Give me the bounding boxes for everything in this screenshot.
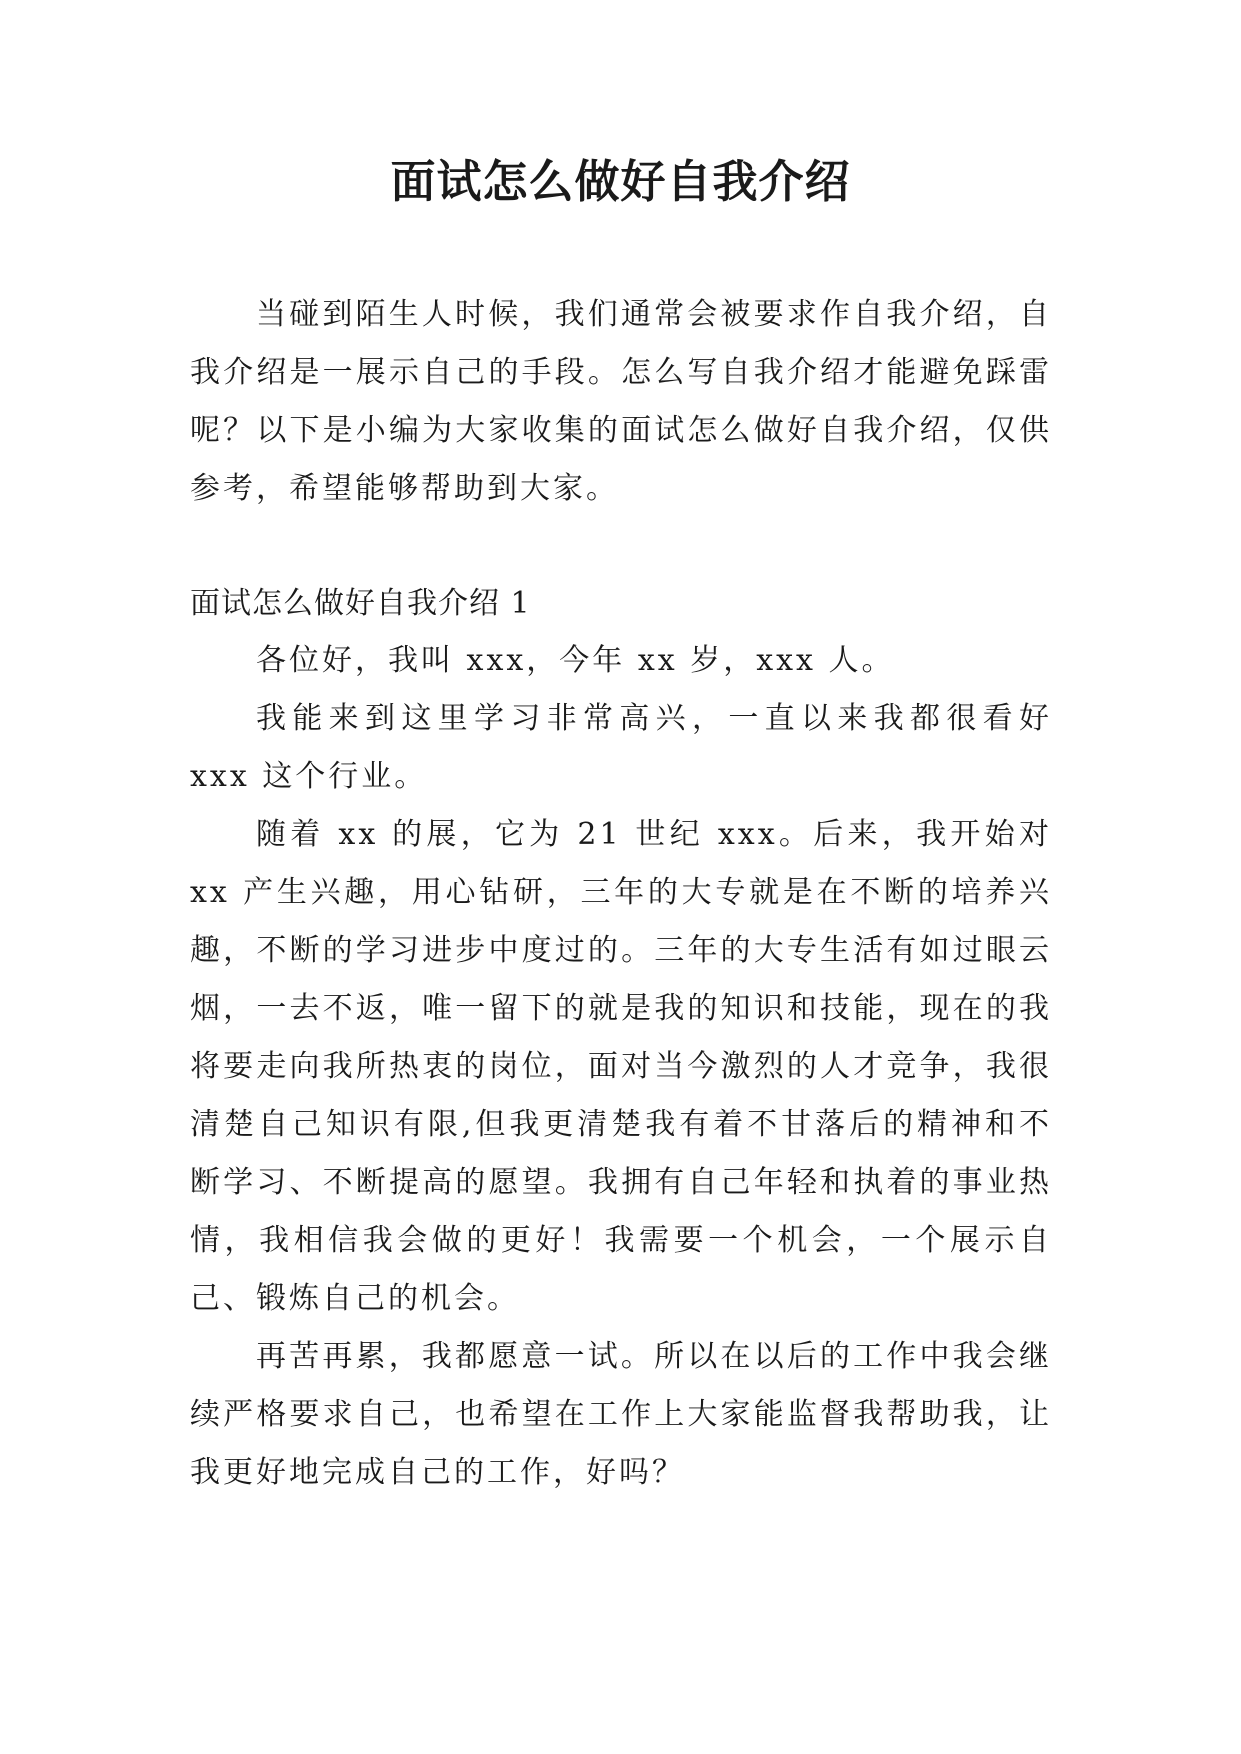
body-paragraph: 随着 xx 的展，它为 21 世纪 xxx。后来，我开始对 xx 产生兴趣，用心钻研，三年的大专就是在不断的培养兴趣，不断的学习进步中度过的。三年的大专生活有如过眼云烟，一去不返，唯一留下的就是我的知识和技能，现在的我将要走向我所热衷的岗位，面对当今激烈的人才竞争，我很清楚自己知识有限,但我更清楚我有着不甘落后的精神和不断学习、不断提高的愿望。我拥有自己年轻和执着的事业热情，我相信我会做的更好！我需要一个机会，一个展示自己、锻炼自己的机会。 [190,817,1052,1316]
body-paragraph: 各位好，我叫 xxx，今年 xx 岁，xxx 人。 [256,643,895,678]
body-paragraph: 再苦再累，我都愿意一试。所以在以后的工作中我会继续严格要求自己，也希望在工作上大家能监督我帮助我，让我更好地完成自己的工作，好吗？ [190,1339,1052,1490]
section-heading: 面试怎么做好自我介绍 1 [190,586,531,621]
page-title: 面试怎么做好自我介绍 [390,155,851,208]
intro-paragraph: 当碰到陌生人时候，我们通常会被要求作自我介绍，自我介绍是一展示自己的手段。怎么写自我介绍才能避免踩雷呢？以下是小编为大家收集的面试怎么做好自我介绍，仅供参考，希望能够帮助到大家。 [190,297,1052,506]
body-paragraph: 我能来到这里学习非常高兴，一直以来我都很看好 xxx 这个行业。 [190,701,1052,794]
